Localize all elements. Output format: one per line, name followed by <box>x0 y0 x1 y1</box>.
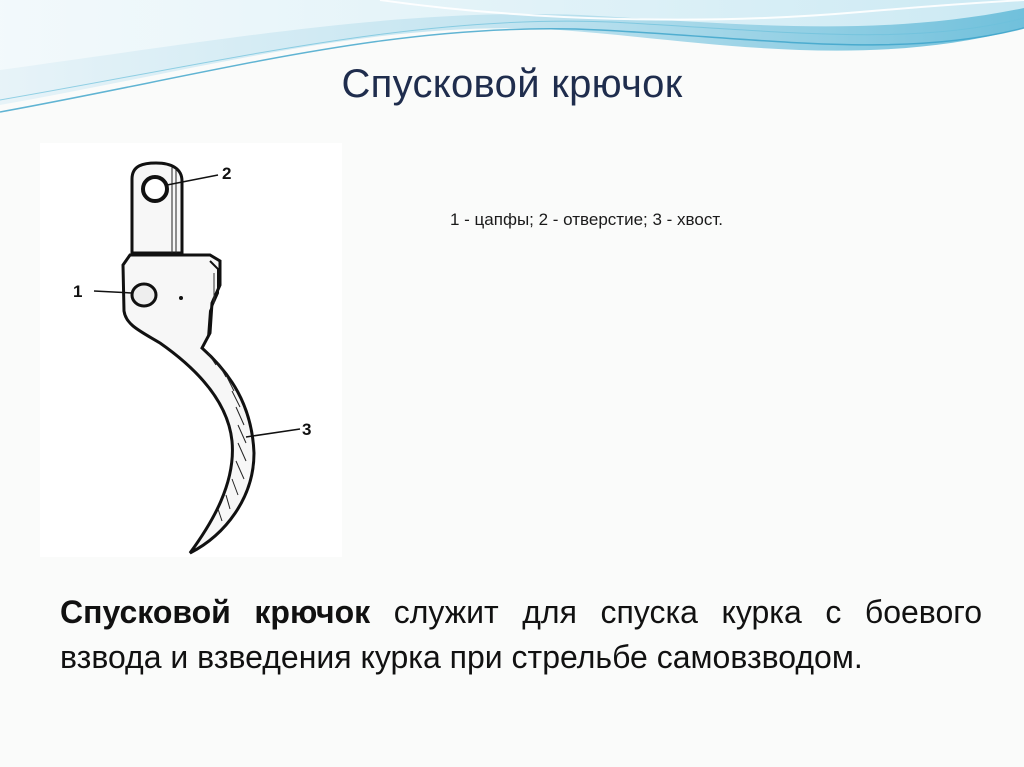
description-term: Спусковой крючок <box>60 594 371 630</box>
slide-title: Спусковой крючок <box>341 62 683 106</box>
label-3: 3 <box>302 420 312 439</box>
figure-caption: 1 - цапфы; 2 - отверстие; 3 - хвост. <box>450 210 723 229</box>
label-2: 2 <box>222 164 232 183</box>
trigger-illustration <box>40 143 342 557</box>
label-1: 1 <box>73 282 83 301</box>
hole-mark <box>143 177 167 201</box>
description-paragraph <box>60 590 982 680</box>
trunnion-mark <box>132 284 156 306</box>
trigger-illustration-panel <box>40 143 342 557</box>
description-text: служит для спуска курка с боевого взвода и взведения курка при стрельбе самовзводом. <box>60 594 983 675</box>
